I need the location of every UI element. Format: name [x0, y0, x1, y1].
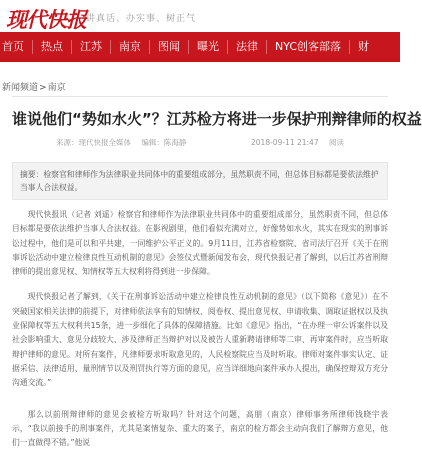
nav-item-jiangsu[interactable]: 江苏 [80, 40, 102, 53]
breadcrumb-nanjing[interactable]: 南京 [47, 83, 66, 93]
article-abstract: 摘要：检察官和律师作为法律职业共同体中的重要组成部分，虽然职责不同，但总体目标都是要依法维护当事人合法权益。 [12, 162, 388, 200]
site-slogan: 讲真话、办实事、树正气 [86, 14, 197, 24]
nav-item-photos[interactable]: 图闻 [158, 40, 180, 53]
article-reads: 阅读 [329, 138, 344, 147]
article-editor: 编辑：陈海静 [141, 138, 187, 147]
article-title: 谁说他们“势如水火”？江苏检方将进一步保护刑辩律师的权益 [12, 110, 422, 128]
nav-item-home[interactable]: 首页 [2, 40, 24, 53]
article [12, 96, 422, 450]
article-paragraph: 那么以前刑辩律师的意见会被检方听取吗？针对这个问题，高朋（南京）律师事务所律师钱晓宇表示，“我以前接手的刑事案件，尤其是案情复杂、重大的案子，南京的检方都会主动向我们了解辩方意见，他们一直做得不错。”他说 [12, 409, 388, 448]
nav-item-law[interactable]: 法律 [236, 40, 258, 53]
breadcrumb [2, 80, 66, 93]
site-header [0, 0, 400, 30]
nav-item-hot[interactable]: 热点 [41, 40, 63, 53]
nav-item-finance[interactable]: 财 [358, 40, 370, 53]
breadcrumb-news-channel[interactable]: 新闻频道 [2, 83, 39, 93]
nav-item-nyc-maker[interactable]: NYC创客部落 [275, 40, 342, 53]
site-logo[interactable]: 现代快报 [6, 7, 86, 32]
article-source: 来源：现代快报全媒体 [56, 138, 131, 147]
article-date: 2018-09-11 21:47 [251, 138, 319, 147]
nav-item-nanjing[interactable]: 南京 [119, 40, 141, 53]
nav-item-exposure[interactable]: 曝光 [197, 40, 219, 53]
article-meta [12, 137, 388, 148]
main-nav [0, 32, 400, 62]
article-paragraph: 现代快报讯（记者 刘遥）检察官和律师作为法律职业共同体中的重要组成部分，虽然职责不同，但总体目标都是要依法维护当事人合法权益。在影视剧里，他们看似充满对立，好像势如水火，其实在现实的刑事诉讼过程中，他们是可以和平共建，一同维护公平正义的。9月11日，江苏省检察院、省司法厅召开《关于在刑事诉讼活动中建立检律良性互动机制的意见》会签仪式暨新闻发布会，现代快报记者了解到，以后江苏省刑辩律师的提出意见权、知情权等五大权利将得到进一步保障。 [12, 210, 388, 277]
breadcrumb-separator: > [39, 83, 47, 93]
article-paragraph: 现代快报记者了解到，《关于在刑事诉讼活动中建立检律良性互动机制的意见》（以下简称《意见》）在不突破国家相关法律的前提下，对律师依法享有的知情权、阅卷权、提出意见权、申请收集、调取证据权以及执业保障权等五大权利共15条，进一步细化了具体的保障措施。比如《意见》指出，“在办理一审公诉案件以及社会影响重大、意见分歧较大、涉及律师正当辩护对以及被告人重新聘请律师等二审、再审案件时，应当听取辩护律师的意见。对所有案件，凡律师要求听取意见的，人民检察院应当及时听取。律师对案件事实认定、证据采信、法律适用、量刑情节以及刑罚执行等方面的意见，应当详细地向案件承办人提出，确保控辩双方充分沟通交流。” [12, 292, 388, 388]
